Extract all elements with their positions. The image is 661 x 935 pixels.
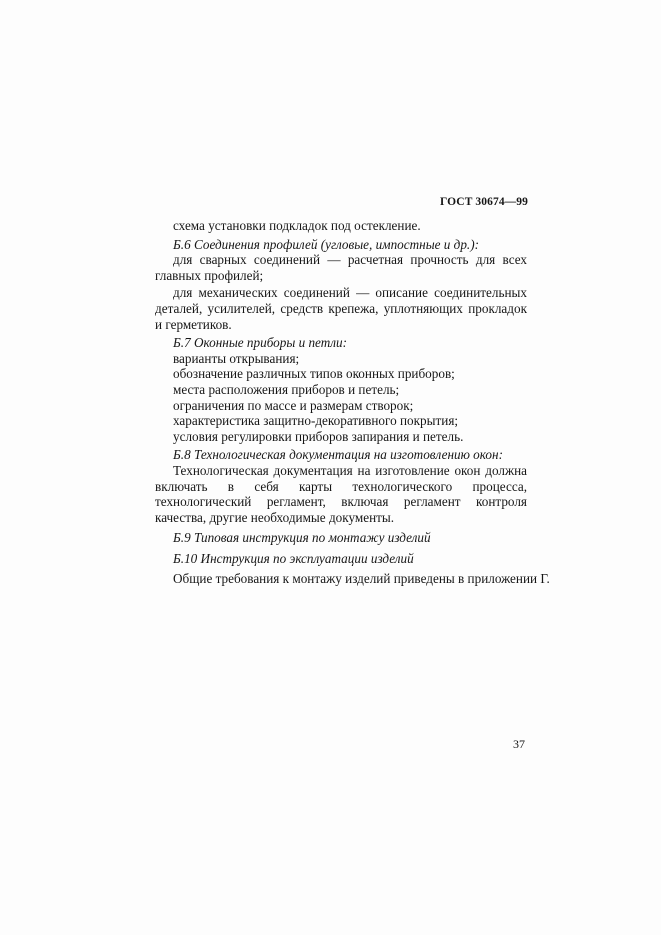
section-heading-b7: Б.7 Оконные приборы и петли: xyxy=(173,335,347,351)
paragraph-mechanical-joints: для механических соединений — описание соединительных деталей, усилителей, средств крепежа, уплотняющих прокладок и герметиков. xyxy=(155,285,527,332)
list-item-opening-options: варианты открывания; xyxy=(173,350,300,366)
list-item-device-locations: места расположения приборов и петель; xyxy=(173,381,400,397)
section-heading-b9: Б.9 Типовая инструкция по монтажу изделий xyxy=(173,530,431,546)
section-heading-b8: Б.8 Технологическая документация на изготовлению окон: xyxy=(173,447,503,463)
section-heading-b6: Б.6 Соединения профилей (угловые, импостные и др.): xyxy=(173,236,480,252)
paragraph-welded-joints: для сварных соединений — расчетная прочность для всех главных профилей; xyxy=(155,252,527,283)
paragraph-installation-requirements: Общие требования к монтажу изделий приведены в приложении Г. xyxy=(173,571,550,587)
list-item-adjustment: условия регулировки приборов запирания и петель. xyxy=(173,428,464,444)
paragraph-glazing-pad-scheme: схема установки подкладок под остекление. xyxy=(173,218,421,233)
list-item-device-types: обозначение различных типов оконных приборов; xyxy=(173,366,455,382)
list-item-sash-limits: ограничения по массе и размерам створок; xyxy=(173,397,414,413)
list-item-coating: характеристика защитно-декоративного покрытия; xyxy=(173,413,459,429)
section-heading-b10: Б.10 Инструкция по эксплуатации изделий xyxy=(173,550,414,566)
paragraph-technological-documentation: Технологическая документация на изготовление окон должна включать в себя карты технологического процесса, технологический регламент, включая регламент контроля качества, другие необходимые документы. xyxy=(155,462,527,525)
document-code-header: ГОСТ 30674—99 xyxy=(439,196,528,208)
page-number: 37 xyxy=(513,737,525,751)
document-body xyxy=(155,218,550,587)
